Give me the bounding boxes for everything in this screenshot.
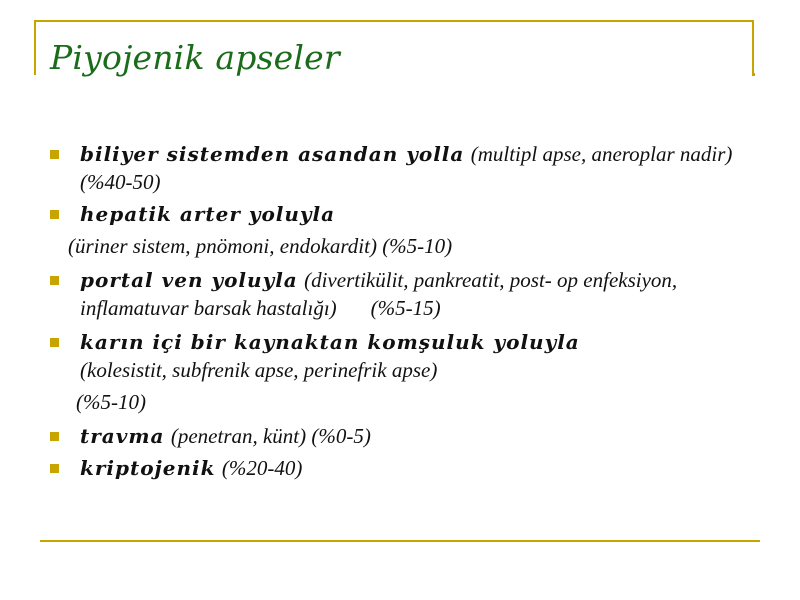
item-detail: (kolesistit, subfrenik apse, perinefrik apse) [80,358,438,382]
item-detail: (%20-40) [221,456,303,480]
frame-corner-dot [752,73,755,76]
item-continuation: (%5-10) [76,390,146,414]
item-continuation: (üriner sistem, pnömoni, endokardit) (%5-10) [68,234,453,258]
slide-title: Piyojenik apseler [50,38,340,77]
item-heading: karın içi bir kaynaktan komşuluk yoluyla [80,330,580,354]
frame-right-line [752,20,754,75]
list-item [50,422,750,450]
item-heading: travma [80,424,165,448]
square-bullet-icon [50,338,59,347]
list-item [50,200,750,228]
bottom-divider [40,540,760,542]
frame-left-line [34,20,36,75]
item-heading: portal ven yoluyla [80,268,298,292]
frame-top-line [34,20,754,22]
item-detail: (penetran, künt) (%0-5) [170,424,371,448]
list-item [50,328,750,384]
square-bullet-icon [50,464,59,473]
item-heading: kriptojenik [80,456,216,480]
square-bullet-icon [50,150,59,159]
square-bullet-icon [50,432,59,441]
square-bullet-icon [50,210,59,219]
list-item [50,454,750,482]
item-heading: biliyer sistemden asandan yolla [80,142,465,166]
item-heading: hepatik arter yoluyla [80,202,336,226]
list-item [50,140,750,196]
square-bullet-icon [50,276,59,285]
item-percentage: (%5-15) [370,296,441,320]
list-item [50,266,750,322]
item-detail: (divertikülit, pankreatit, post- op enfeksiyon, inflamatuvar barsak hastalığı) [80,268,678,320]
item-detail: (multipl apse, aneroplar nadir) (%40-50) [80,142,733,194]
bullet-list [50,140,750,482]
